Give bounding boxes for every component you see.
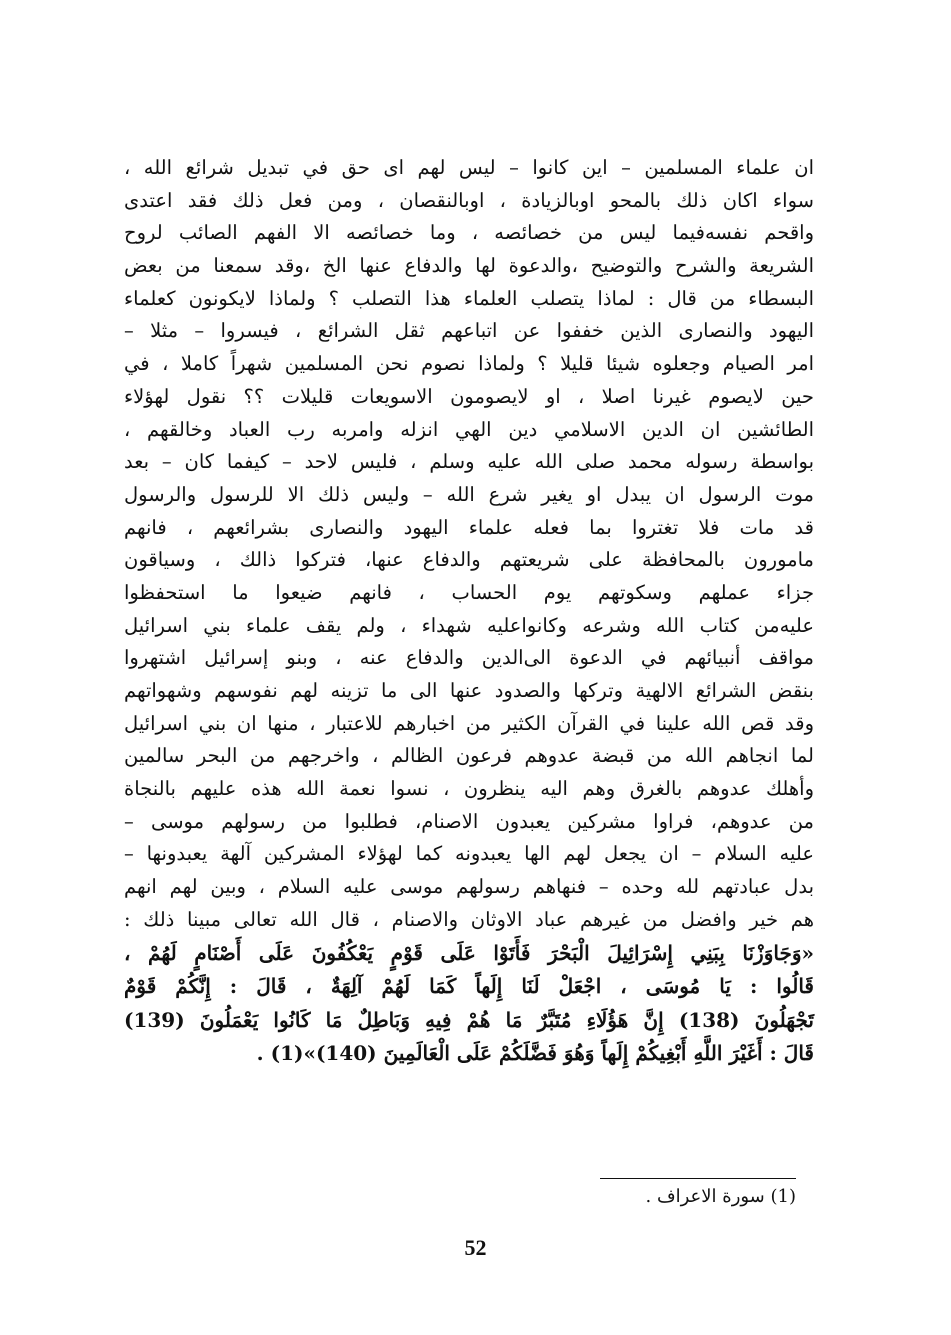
quran-verse-line: قَالُوا : يَا مُوسَى ، اجْعَلْ لَنَا إِلَهاً كَمَا لَهُمْ آلِهَةٌ ، قَالَ : إِنَّكُمْ قَوْمٌ [124, 974, 814, 998]
text-line: لما انجاهم الله من قبضة عدوهم فرعون الظالم ، واخرجهم من البحر سالمين [124, 744, 814, 768]
text-line: واقحم نفسه‌فيما ليس من خصائصه ، وما خصائصه الا الفهم الصائب لروح [124, 221, 814, 245]
body-text [124, 152, 814, 1071]
text-line: سواء اكان ذلك بالمحو اوبالزيادة ، اوبالنقصان ، ومن فعل ذلك فقد اعتدى [124, 188, 814, 212]
text-line: بدل عبادتهم لله وحده – فنهاهم رسولهم موسى عليه السلام ، وبين لهم انهم [124, 875, 814, 899]
text-line: وقد قص الله علينا في القرآن الكثير من اخبارهم للاعتبار ، منها ان بني اسرائيل [124, 711, 814, 735]
text-line: موت الرسول ان يبدل او يغير شرع الله – وليس ذلك الا للرسول والرسول [124, 482, 814, 506]
text-line: الطائشين ان الدين الاسلامي دين الهي انزله وامربه رب العباد وخالقهم ، [124, 417, 814, 441]
text-line: امر الصيام وجعلوه شيئا قليلا ؟ ولماذا نصوم نحن المسلمين شهراً كاملا ، في [124, 352, 814, 376]
text-line: ان علماء المسلمين – اين كانوا – ليس لهم اى حق في تبديل شرائع الله ، [124, 156, 814, 179]
quran-verse-line: تَجْهَلُونَ (138) إِنَّ هَؤُلَاءِ مُتَبَّرٌ مَا هُمْ فِيهِ وَبَاطِلٌ مَا كَانُوا يَعْمَلُونَ (139) [124, 1007, 815, 1032]
text-line: البسطاء من قال : لماذا يتصلب العلماء هذا التصلب ؟ ولماذا لايكونون كعلماء [124, 286, 814, 310]
quran-quote [124, 937, 814, 1071]
text-line: بواسطة رسوله محمد صلى الله عليه وسلم ، فليس لاحد – كيفما كان – بعد [124, 450, 814, 474]
text-line: عليه‌من كتاب الله وشرعه وكانواعليه شهداء ، ولم يقف علماء بني اسرائيل [124, 613, 814, 637]
text-line: وأهلك عدوهم بالغرق وهم اليه ينظرون ، نسوا نعمة الله هذه عليهم بالنجاة [124, 777, 814, 801]
paragraph [124, 152, 814, 937]
text-line: هم خير وافضل من غيرهم عباد الاوثان والاصنام ، قال الله تعالى مبينا ذلك : [124, 907, 814, 931]
text-line: جزاء عملهم وسكوتهم يوم الحساب ، فانهم ضيعوا ما استحفظوا [124, 580, 814, 604]
text-line: من عدوهم، فراوا مشركين يعبدون الاصنام، فطلبوا من رسولهم موسى – [124, 809, 814, 833]
page-number: 52 [464, 1235, 487, 1260]
footnote: (1) سورة الاعراف . [645, 1186, 796, 1207]
text-line: مواقف أنبيائهم في الدعوة الى‌الدين والدفاع عنه ، وبنو إسرائيل اشتهروا [124, 646, 814, 670]
text-line: مامورون بالمحافظة على شريعتهم والدفاع عنها، فتركوا ذالك ، وسياقون [124, 548, 814, 572]
quran-verse-line: قَالَ : أَغَيْرَ اللَّهِ أَبْغِيكُمْ إِلَهاً وَهُوَ فَضَّلَكُمْ عَلَى الْعَالَمِينَ (140)»(1) . [256, 1041, 814, 1065]
text-line: الشريعة والشرح والتوضيح ،والدعوة لها والدفاع عنها الخ ،وقد سمعنا من بعض [124, 254, 814, 278]
text-line: حين لايصوم غيرنا اصلا ، او لايصومون الاسويعات قليلات ؟؟ نقول لهؤلاء [124, 384, 814, 408]
text-line: عليه السلام – ان يجعل لهم الها يعبدونه كما لهؤلاء المشركين آلهة يعبدونها – [124, 842, 814, 866]
footnote-divider [600, 1178, 796, 1179]
text-line: قد مات فلا تغتروا بما فعله علماء اليهود والنصارى بشرائعهم ، فانهم [124, 515, 814, 539]
text-line: بنقض الشرائع الالهية وتركها والصدود عنها الى ما تزينه لهم نفوسهم وشهواتهم [124, 679, 814, 702]
quran-verse-line: «وَجَاوَزْنَا بِبَنِي إِسْرَائِيلَ الْبَحْرَ فَأَتَوْا عَلَى قَوْمٍ يَعْكُفُونَ عَلَى أَصْنَامٍ لَهُمْ ، [124, 940, 814, 965]
text-line: اليهود والنصارى الذين خففوا عن اتباعهم ثقل الشرائع ، فيسروا – مثلا – [124, 319, 814, 343]
